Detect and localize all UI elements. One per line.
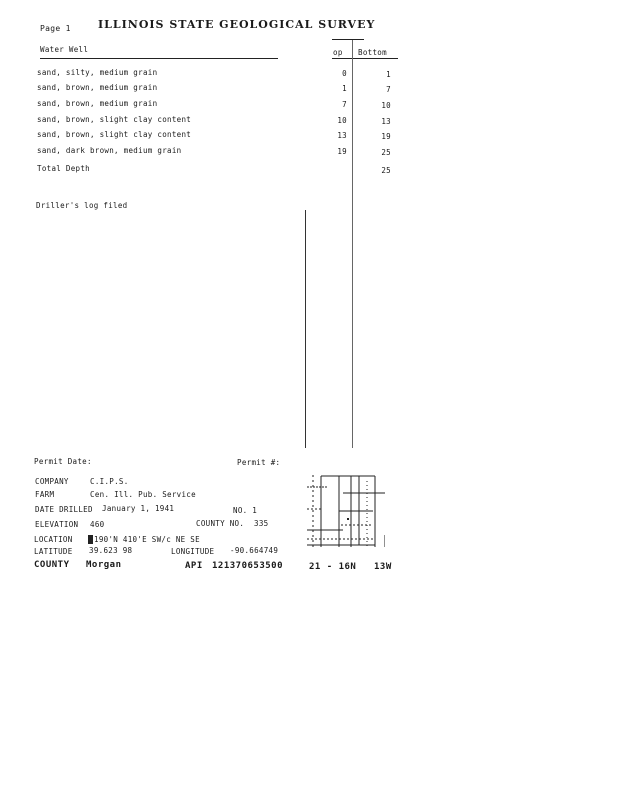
stratum-bottom: 7	[386, 85, 391, 94]
well-number: NO. 1	[233, 506, 258, 515]
stratum-bottom: 25	[381, 148, 391, 157]
stratum-top: 19	[337, 147, 347, 156]
header-rule	[40, 58, 278, 59]
stratum-description: sand, brown, slight clay content	[37, 130, 192, 139]
stratum-bottom: 13	[381, 117, 391, 126]
date-drilled-value: January 1, 1941	[102, 504, 175, 513]
col-top-header: op	[333, 48, 343, 57]
document-title: ILLINOIS STATE GEOLOGICAL SURVEY	[98, 18, 376, 31]
county-no-label: COUNTY NO.	[196, 519, 245, 528]
permit-number-label: Permit #:	[237, 458, 281, 467]
cursor-mark	[88, 535, 93, 544]
total-depth-label: Total Depth	[37, 164, 90, 173]
county-no-value: 335	[254, 519, 269, 528]
stratum-top: 0	[342, 69, 347, 78]
county-value: Morgan	[86, 560, 122, 570]
elevation-label: ELEVATION	[35, 520, 79, 529]
col-bottom-header: Bottom	[358, 48, 387, 57]
longitude-label: LONGITUDE	[171, 547, 215, 556]
total-depth-value: 25	[381, 166, 391, 175]
farm-label: FARM	[35, 490, 55, 499]
stratum-description: sand, brown, medium grain	[37, 83, 158, 92]
page-number: Page 1	[40, 24, 71, 33]
farm-value: Cen. Ill. Pub. Service	[90, 490, 196, 499]
elevation-value: 460	[90, 520, 105, 529]
range: 13W	[374, 562, 392, 572]
section-grid	[307, 475, 385, 547]
location-label: LOCATION	[34, 535, 73, 544]
location-value: 190'N 410'E SW/c NE SE	[94, 535, 200, 544]
date-drilled-label: DATE DRILLED	[35, 505, 93, 514]
stratum-description: sand, brown, medium grain	[37, 99, 158, 108]
api-value: 121370653500	[212, 561, 284, 571]
header-rule-top-col	[332, 39, 364, 40]
stratum-top: 7	[342, 100, 347, 109]
latitude-value: 39.623 98	[89, 546, 133, 555]
stratum-bottom: 19	[381, 132, 391, 141]
api-label: API	[185, 561, 203, 571]
stratum-top: 13	[337, 131, 347, 140]
latitude-label: LATITUDE	[34, 547, 73, 556]
company-label: COMPANY	[35, 477, 69, 486]
stratum-description: sand, silty, medium grain	[37, 68, 158, 77]
stratum-top: 1	[342, 84, 347, 93]
header-rule-cols	[332, 58, 398, 59]
county-label: COUNTY	[34, 560, 70, 570]
column-rule-left	[305, 210, 306, 448]
stratum-bottom: 10	[381, 101, 391, 110]
section-township: 21 - 16N	[309, 562, 357, 572]
column-rule-right	[352, 40, 353, 448]
stratum-top: 10	[337, 116, 347, 125]
stratum-description: sand, dark brown, medium grain	[37, 146, 182, 155]
permit-date-label: Permit Date:	[34, 457, 92, 466]
well-type: Water Well	[40, 45, 89, 54]
company-value: C.I.P.S.	[90, 477, 129, 486]
longitude-value: -90.664749	[230, 546, 279, 555]
stratum-bottom: 1	[386, 70, 391, 79]
drillers-log-note: Driller's log filed	[36, 201, 128, 210]
stratum-description: sand, brown, slight clay content	[37, 115, 192, 124]
